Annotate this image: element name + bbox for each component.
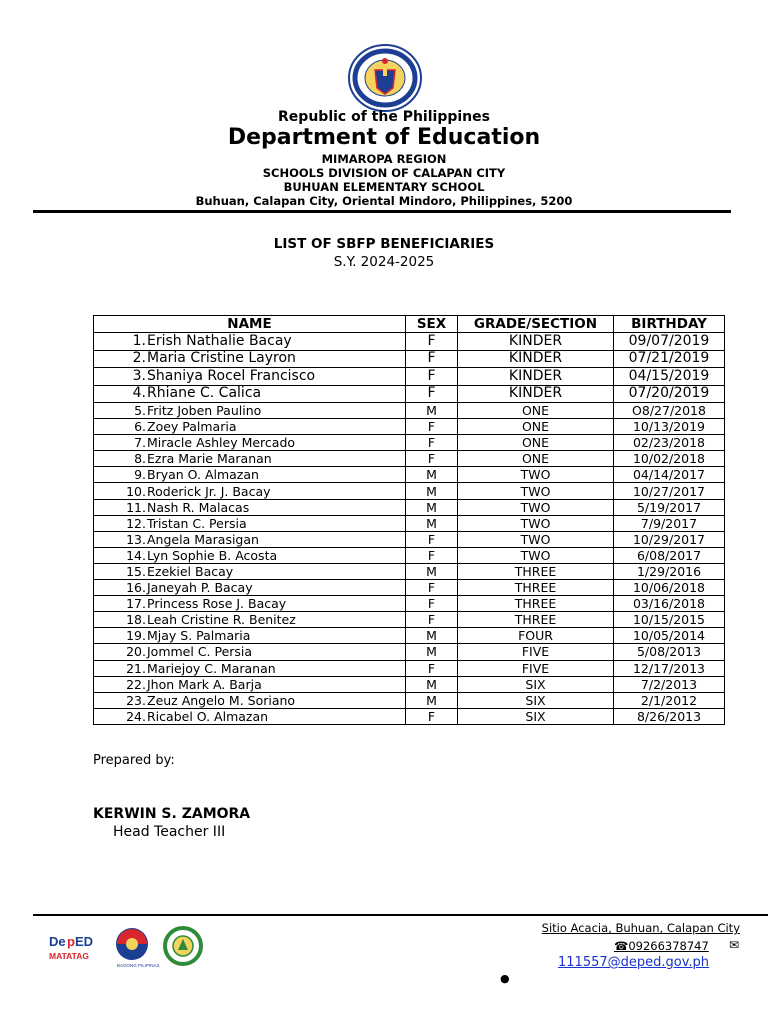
row-number: 11. bbox=[126, 499, 146, 515]
sex-cell: F bbox=[406, 580, 458, 596]
grade-cell: FOUR bbox=[458, 628, 614, 644]
sex-cell: F bbox=[406, 547, 458, 563]
birthday-cell: 7/9/2017 bbox=[614, 515, 725, 531]
name-cell bbox=[94, 596, 406, 612]
signatory-position: Head Teacher III bbox=[113, 824, 226, 840]
signatory-name: KERWIN S. ZAMORA bbox=[93, 806, 251, 822]
row-number: 13. bbox=[126, 531, 146, 547]
facebook-icon: ● bbox=[500, 972, 510, 985]
name-cell bbox=[94, 350, 406, 368]
birthday-cell: 8/26/2013 bbox=[614, 708, 725, 724]
footer-phone-number: 09266378747 bbox=[628, 939, 709, 953]
school-heading: BUHUAN ELEMENTARY SCHOOL bbox=[283, 180, 485, 194]
birthday-cell: 10/29/2017 bbox=[614, 531, 725, 547]
region-heading: MIMAROPA REGION bbox=[321, 152, 447, 166]
birthday-cell: 10/05/2014 bbox=[614, 628, 725, 644]
footer-phone bbox=[614, 939, 709, 953]
birthday-cell: 7/2/2013 bbox=[614, 676, 725, 692]
sex-cell: M bbox=[406, 467, 458, 483]
beneficiary-name: Janeyah P. Bacay bbox=[147, 580, 253, 596]
svg-text:ED: ED bbox=[75, 934, 94, 949]
name-cell bbox=[94, 612, 406, 628]
birthday-cell: 10/15/2015 bbox=[614, 612, 725, 628]
prepared-by-label: Prepared by: bbox=[93, 753, 175, 768]
birthday-cell: 07/21/2019 bbox=[614, 350, 725, 368]
name-cell bbox=[94, 499, 406, 515]
sex-cell: M bbox=[406, 676, 458, 692]
beneficiary-name: Rhiane C. Calica bbox=[147, 385, 262, 402]
birthday-cell: 5/08/2013 bbox=[614, 644, 725, 660]
table-row bbox=[94, 612, 725, 628]
grade-cell: TWO bbox=[458, 547, 614, 563]
republic-heading: Republic of the Philippines bbox=[278, 109, 490, 125]
row-number: 9. bbox=[134, 467, 146, 483]
table-row bbox=[94, 467, 725, 483]
beneficiary-name: Bryan O. Almazan bbox=[147, 467, 259, 483]
grade-cell: TWO bbox=[458, 515, 614, 531]
row-number: 6. bbox=[134, 419, 146, 435]
column-header-name: NAME bbox=[94, 316, 406, 333]
beneficiary-name: Jhon Mark A. Barja bbox=[147, 676, 262, 692]
svg-text:De: De bbox=[49, 934, 66, 949]
mail-icon: ✉ bbox=[729, 938, 740, 952]
grade-cell: SIX bbox=[458, 708, 614, 724]
column-header-birthday: BIRTHDAY bbox=[614, 316, 725, 333]
row-number: 5. bbox=[134, 403, 146, 419]
table-row bbox=[94, 350, 725, 368]
grade-cell: TWO bbox=[458, 483, 614, 499]
beneficiary-name: Jommel C. Persia bbox=[147, 644, 253, 660]
svg-text:MATATAG: MATATAG bbox=[49, 951, 89, 961]
column-header-grade: GRADE/SECTION bbox=[458, 316, 614, 333]
row-number: 3. bbox=[132, 367, 146, 384]
row-number: 4. bbox=[132, 385, 146, 402]
grade-cell: THREE bbox=[458, 563, 614, 579]
beneficiary-name: Roderick Jr. J. Bacay bbox=[147, 483, 271, 499]
name-cell bbox=[94, 644, 406, 660]
bagong-pilipinas-logo bbox=[116, 928, 160, 968]
grade-cell: TWO bbox=[458, 499, 614, 515]
name-cell bbox=[94, 403, 406, 419]
name-cell bbox=[94, 692, 406, 708]
name-cell bbox=[94, 419, 406, 435]
beneficiary-name: Tristan C. Persia bbox=[147, 515, 247, 531]
beneficiary-name: Ezekiel Bacay bbox=[147, 563, 234, 579]
birthday-cell: 10/02/2018 bbox=[614, 451, 725, 467]
beneficiary-name: Erish Nathalie Bacay bbox=[147, 332, 292, 349]
grade-cell: ONE bbox=[458, 419, 614, 435]
table-row bbox=[94, 368, 725, 386]
footer-divider bbox=[33, 914, 768, 916]
deped-matatag-logo bbox=[49, 934, 93, 961]
row-number: 24. bbox=[126, 708, 146, 724]
row-number: 23. bbox=[126, 692, 146, 708]
table-row bbox=[94, 419, 725, 435]
birthday-cell: 02/23/2018 bbox=[614, 435, 725, 451]
beneficiary-name: Ezra Marie Maranan bbox=[147, 451, 272, 467]
name-cell bbox=[94, 435, 406, 451]
birthday-cell: 1/29/2016 bbox=[614, 563, 725, 579]
sex-cell: F bbox=[406, 531, 458, 547]
sex-cell: F bbox=[406, 385, 458, 403]
grade-cell: KINDER bbox=[458, 368, 614, 386]
birthday-cell: 10/27/2017 bbox=[614, 483, 725, 499]
table-row bbox=[94, 644, 725, 660]
birthday-cell: O8/27/2018 bbox=[614, 403, 725, 419]
grade-cell: KINDER bbox=[458, 385, 614, 403]
name-cell bbox=[94, 676, 406, 692]
sex-cell: M bbox=[406, 628, 458, 644]
school-year: S.Y. 2024-2025 bbox=[333, 254, 435, 270]
school-logo bbox=[165, 928, 201, 964]
grade-cell: THREE bbox=[458, 596, 614, 612]
table-row bbox=[94, 708, 725, 724]
beneficiary-name: Shaniya Rocel Francisco bbox=[147, 367, 316, 384]
row-number: 22. bbox=[126, 676, 146, 692]
footer-address: Sitio Acacia, Buhuan, Calapan City bbox=[541, 921, 740, 935]
birthday-cell: 03/16/2018 bbox=[614, 596, 725, 612]
table-row bbox=[94, 403, 725, 419]
svg-text:p: p bbox=[67, 934, 75, 949]
table-row bbox=[94, 483, 725, 499]
sex-cell: F bbox=[406, 368, 458, 386]
sex-cell: F bbox=[406, 350, 458, 368]
beneficiary-name: Leah Cristine R. Benitez bbox=[147, 612, 296, 628]
name-cell bbox=[94, 333, 406, 351]
table-row bbox=[94, 451, 725, 467]
row-number: 8. bbox=[134, 451, 146, 467]
row-number: 14. bbox=[126, 547, 146, 563]
name-cell bbox=[94, 628, 406, 644]
grade-cell: THREE bbox=[458, 612, 614, 628]
row-number: 15. bbox=[126, 563, 146, 579]
grade-cell: SIX bbox=[458, 676, 614, 692]
name-cell bbox=[94, 483, 406, 499]
sex-cell: M bbox=[406, 692, 458, 708]
beneficiary-name: Maria Cristine Layron bbox=[147, 350, 296, 367]
name-cell bbox=[94, 547, 406, 563]
row-number: 12. bbox=[126, 515, 146, 531]
svg-text:BAGONG PILIPINAS: BAGONG PILIPINAS bbox=[117, 963, 160, 968]
table-row bbox=[94, 547, 725, 563]
name-cell bbox=[94, 580, 406, 596]
beneficiary-name: Lyn Sophie B. Acosta bbox=[147, 547, 278, 563]
table-row bbox=[94, 563, 725, 579]
table-row bbox=[94, 660, 725, 676]
table-row bbox=[94, 333, 725, 351]
table-row bbox=[94, 628, 725, 644]
grade-cell: TWO bbox=[458, 467, 614, 483]
sex-cell: M bbox=[406, 499, 458, 515]
row-number: 20. bbox=[126, 644, 146, 660]
sex-cell: F bbox=[406, 612, 458, 628]
row-number: 7. bbox=[134, 435, 146, 451]
row-number: 1. bbox=[132, 332, 146, 349]
table-row bbox=[94, 499, 725, 515]
beneficiary-name: Zeuz Angelo M. Soriano bbox=[147, 692, 296, 708]
beneficiary-name: Zoey Palmaria bbox=[147, 419, 237, 435]
table-row bbox=[94, 385, 725, 403]
document-title: LIST OF SBFP BENEFICIARIES bbox=[273, 236, 495, 252]
beneficiary-name: Mjay S. Palmaria bbox=[147, 628, 251, 644]
beneficiary-name: Ricabel O. Almazan bbox=[147, 708, 269, 724]
name-cell bbox=[94, 563, 406, 579]
sex-cell: M bbox=[406, 563, 458, 579]
name-cell bbox=[94, 531, 406, 547]
grade-cell: THREE bbox=[458, 580, 614, 596]
beneficiaries-table bbox=[93, 315, 725, 725]
name-cell bbox=[94, 708, 406, 724]
birthday-cell: 04/14/2017 bbox=[614, 467, 725, 483]
beneficiary-name: Fritz Joben Paulino bbox=[147, 403, 262, 419]
beneficiary-name: Angela Marasigan bbox=[147, 531, 259, 547]
footer-logos bbox=[47, 926, 207, 970]
sex-cell: F bbox=[406, 708, 458, 724]
row-number: 19. bbox=[126, 628, 146, 644]
sex-cell: F bbox=[406, 419, 458, 435]
name-cell bbox=[94, 467, 406, 483]
beneficiary-name: Miracle Ashley Mercado bbox=[147, 435, 296, 451]
birthday-cell: 2/1/2012 bbox=[614, 692, 725, 708]
column-header-sex: SEX bbox=[406, 316, 458, 333]
department-heading: Department of Education bbox=[227, 125, 541, 150]
phone-icon: ☎ bbox=[614, 939, 629, 953]
sex-cell: F bbox=[406, 596, 458, 612]
footer-email-link[interactable]: 111557@deped.gov.ph bbox=[558, 955, 710, 970]
table-row bbox=[94, 531, 725, 547]
sex-cell: M bbox=[406, 644, 458, 660]
grade-cell: KINDER bbox=[458, 333, 614, 351]
sex-cell: F bbox=[406, 333, 458, 351]
table-row bbox=[94, 596, 725, 612]
name-cell bbox=[94, 385, 406, 403]
grade-cell: SIX bbox=[458, 692, 614, 708]
beneficiary-name: Princess Rose J. Bacay bbox=[147, 596, 287, 612]
birthday-cell: 5/19/2017 bbox=[614, 499, 725, 515]
grade-cell: KINDER bbox=[458, 350, 614, 368]
birthday-cell: 10/13/2019 bbox=[614, 419, 725, 435]
grade-cell: FIVE bbox=[458, 660, 614, 676]
table-row bbox=[94, 580, 725, 596]
sex-cell: M bbox=[406, 483, 458, 499]
row-number: 10. bbox=[126, 483, 146, 499]
table-row bbox=[94, 676, 725, 692]
row-number: 18. bbox=[126, 612, 146, 628]
division-heading: SCHOOLS DIVISION OF CALAPAN CITY bbox=[262, 166, 506, 180]
table-row bbox=[94, 692, 725, 708]
row-number: 17. bbox=[126, 596, 146, 612]
grade-cell: ONE bbox=[458, 451, 614, 467]
row-number: 16. bbox=[126, 580, 146, 596]
table-row bbox=[94, 515, 725, 531]
beneficiary-name: Mariejoy C. Maranan bbox=[147, 660, 276, 676]
sex-cell: F bbox=[406, 451, 458, 467]
name-cell bbox=[94, 368, 406, 386]
sex-cell: M bbox=[406, 403, 458, 419]
school-address: Buhuan, Calapan City, Oriental Mindoro, Philippines, 5200 bbox=[195, 194, 573, 208]
header-divider bbox=[33, 210, 731, 213]
grade-cell: TWO bbox=[458, 531, 614, 547]
table-header-row bbox=[94, 316, 725, 333]
table-row bbox=[94, 435, 725, 451]
sex-cell: F bbox=[406, 660, 458, 676]
deped-seal-logo bbox=[347, 44, 423, 112]
name-cell bbox=[94, 451, 406, 467]
birthday-cell: 07/20/2019 bbox=[614, 385, 725, 403]
row-number: 2. bbox=[132, 350, 146, 367]
table-body bbox=[94, 333, 725, 725]
grade-cell: ONE bbox=[458, 435, 614, 451]
birthday-cell: 09/07/2019 bbox=[614, 333, 725, 351]
name-cell bbox=[94, 660, 406, 676]
name-cell bbox=[94, 515, 406, 531]
sex-cell: M bbox=[406, 515, 458, 531]
birthday-cell: 04/15/2019 bbox=[614, 368, 725, 386]
birthday-cell: 10/06/2018 bbox=[614, 580, 725, 596]
sex-cell: F bbox=[406, 435, 458, 451]
birthday-cell: 6/08/2017 bbox=[614, 547, 725, 563]
beneficiary-name: Nash R. Malacas bbox=[147, 499, 250, 515]
grade-cell: FIVE bbox=[458, 644, 614, 660]
row-number: 21. bbox=[126, 660, 146, 676]
grade-cell: ONE bbox=[458, 403, 614, 419]
birthday-cell: 12/17/2013 bbox=[614, 660, 725, 676]
